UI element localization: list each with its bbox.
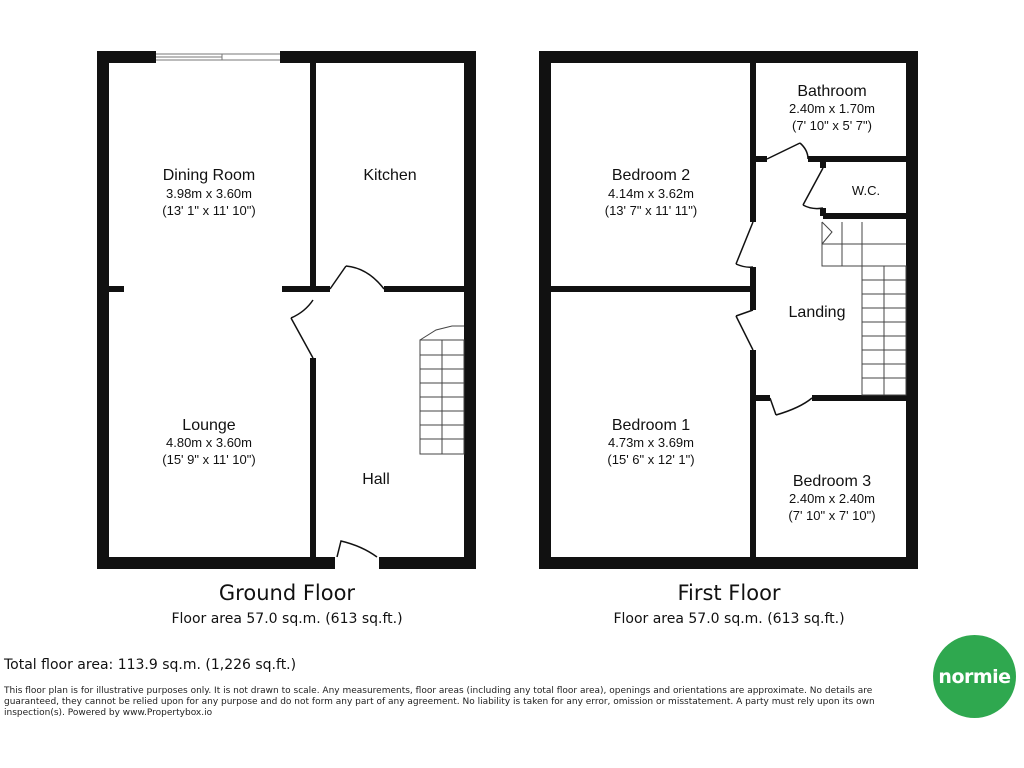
disclaimer-text: This floor plan is for illustrative purposes only. It is not drawn to scale. Any measurements, floor areas (including any total floor area), openings and orientations are approximate. No details are guaranteed, they cannot be relied upon for any purpose and do not form any part of any agreement. No liability is taken for any error, omission or misstatement. A party must rely upon its own inspection(s). Powered by www.Propertybox.io <box>4 686 875 718</box>
normie-logo <box>933 635 1016 718</box>
landing-name: Landing <box>788 304 846 321</box>
bedroom1-name: Bedroom 1 <box>611 417 691 434</box>
bedroom2-door <box>736 222 753 267</box>
bedroom2-imperial: (13' 7" x 11' 11") <box>604 203 698 218</box>
ground-outer-wall <box>103 57 470 563</box>
lounge-imperial: (15' 9" x 11' 10") <box>162 452 256 467</box>
ground-floor-plan <box>103 51 470 569</box>
wc-name: W.C. <box>851 183 881 198</box>
first-labels <box>605 83 880 627</box>
dining-room-metric: 3.98m x 3.60m <box>166 186 252 201</box>
total-floor-area: Total floor area: 113.9 sq.m. (1,226 sq.ft.) <box>4 657 297 673</box>
lounge-door <box>291 300 313 358</box>
first-floor-area: Floor area 57.0 sq.m. (613 sq.ft.) <box>613 611 845 627</box>
first-floor-title: First Floor <box>677 581 781 605</box>
bedroom2-name: Bedroom 2 <box>611 167 691 184</box>
bedroom3-imperial: (7' 10" x 7' 10") <box>788 508 876 523</box>
hall-name: Hall <box>362 471 390 488</box>
bedroom3-metric: 2.40m x 2.40m <box>789 491 875 506</box>
ground-floor-area: Floor area 57.0 sq.m. (613 sq.ft.) <box>171 611 403 627</box>
ground-floor-title: Ground Floor <box>218 581 356 605</box>
dining-room-imperial: (13' 1" x 11' 10") <box>162 203 256 218</box>
logo-text: normie <box>938 665 1011 688</box>
bedroom2-metric: 4.14m x 3.62m <box>608 186 694 201</box>
front-door <box>335 541 379 569</box>
bathroom-door <box>767 143 808 159</box>
kitchen-name: Kitchen <box>363 167 417 184</box>
bedroom3-name: Bedroom 3 <box>792 473 872 490</box>
bedroom1-metric: 4.73m x 3.69m <box>608 435 694 450</box>
kitchen-door <box>330 266 384 289</box>
bathroom-imperial: (7' 10" x 5' 7") <box>792 118 872 133</box>
bedroom1-door <box>736 310 753 350</box>
dining-room-name: Dining Room <box>162 167 256 184</box>
lounge-metric: 4.80m x 3.60m <box>166 435 252 450</box>
ground-window <box>156 51 280 63</box>
wc-door <box>803 168 823 209</box>
lounge-name: Lounge <box>182 417 236 434</box>
bathroom-metric: 2.40m x 1.70m <box>789 101 875 116</box>
ground-stairs <box>420 326 464 454</box>
bedroom1-imperial: (15' 6" x 12' 1") <box>607 452 695 467</box>
bedroom3-door <box>770 398 812 415</box>
bathroom-name: Bathroom <box>797 83 867 100</box>
